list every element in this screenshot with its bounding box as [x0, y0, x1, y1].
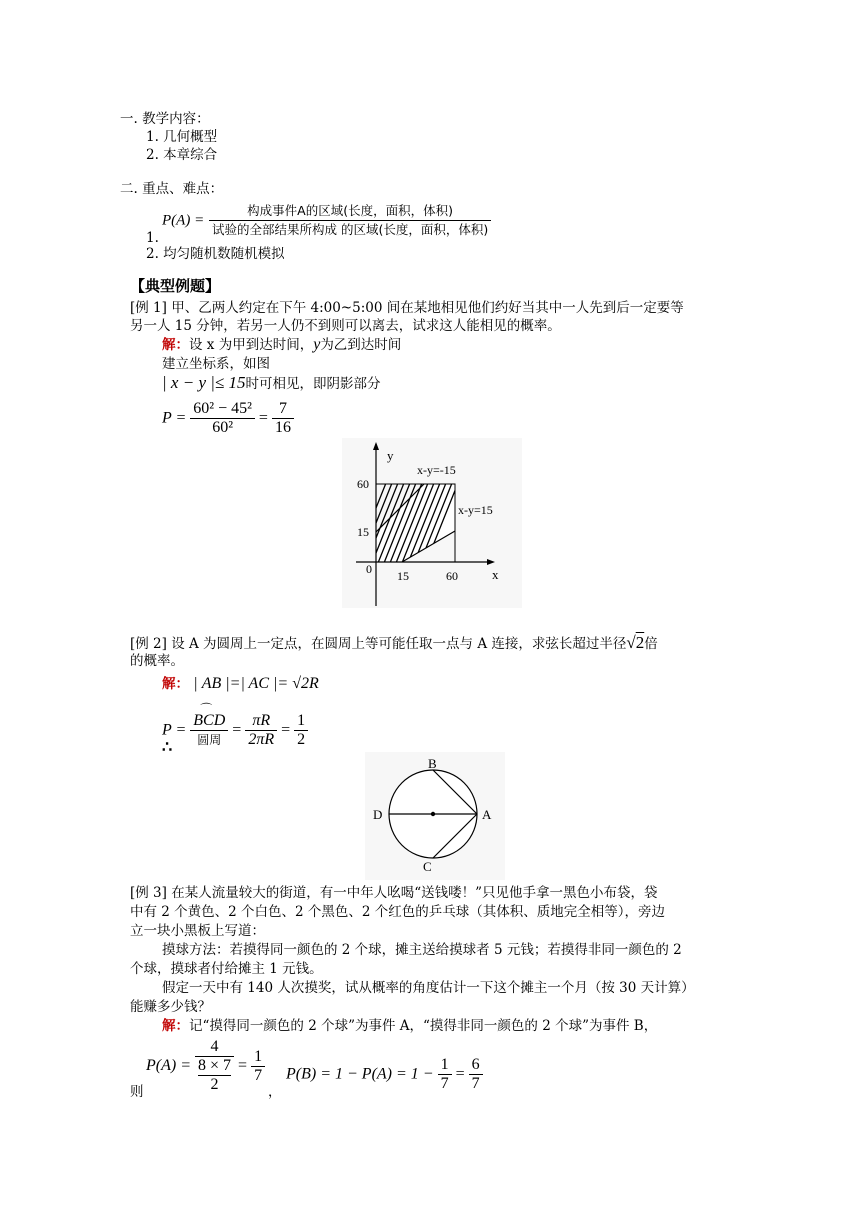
example-2-solution — [162, 675, 319, 693]
section-2-item-2: 2. 均匀随机数随机模拟 — [146, 246, 285, 262]
point-c-label: C — [423, 859, 432, 874]
formula-denominator: 试验的全部结果所构成 的区域(长度，面积，体积) — [209, 220, 491, 239]
example-3-line-3: 立一块小黑板上写道： — [130, 923, 265, 939]
pb-num-2: 6 — [471, 1056, 480, 1073]
pa-numerator: 4 — [210, 1038, 219, 1055]
solution-label: 解： — [162, 1018, 189, 1034]
circle-diagram — [365, 752, 505, 880]
x-axis-label: x — [492, 567, 499, 582]
example-1-probability — [162, 400, 294, 437]
pi-denominator: 2πR — [245, 730, 277, 749]
example-2-text-a: [例 2] 设 A 为圆周上一定点，在圆周上等可能任取一点与 A 连接，求弦长超过半径 — [130, 636, 627, 652]
p-result — [272, 400, 294, 437]
p-fraction — [190, 400, 255, 437]
pb-den-1: 7 — [438, 1074, 452, 1093]
pb-den-2: 7 — [469, 1074, 483, 1093]
p-equals-2: = — [281, 721, 291, 739]
y-tick-60: 60 — [357, 477, 369, 491]
x-tick-15: 15 — [397, 569, 409, 583]
p-equals-1: = — [232, 721, 242, 739]
formula-fraction — [209, 202, 491, 239]
example-3-line-2: 中有 2 个黄色、2 个白色、2 个黑色、2 个红色的乒乓球（其体积、质地完全相等），旁边 — [130, 904, 666, 920]
formula-lhs: P(A) = — [162, 212, 205, 229]
section-1-title: 一. 教学内容： — [120, 111, 210, 127]
pa-equals: = — [238, 1057, 248, 1074]
x-tick-60: 60 — [446, 569, 458, 583]
comma-text: ， — [268, 1084, 282, 1100]
p-equals: = — [258, 409, 268, 427]
example-2-line-1 — [130, 634, 658, 653]
label-x-y-15: x-y=15 — [458, 503, 493, 517]
example-1-condition — [162, 374, 381, 393]
probability-b — [286, 1056, 483, 1093]
example-3-line-1: [例 3] 在某人流量较大的街道，有一中年人吆喝“送钱喽！”只见他手拿一黑色小布袋，袋 — [130, 885, 658, 901]
probability-a — [146, 1038, 265, 1094]
y-tick-15: 15 — [357, 525, 369, 539]
example-1-solution-line-1 — [162, 336, 401, 354]
p-result-denominator: 2 — [294, 730, 308, 749]
example-1-line-2: 另一人 15 分钟，若另一人仍不到则可以离去，试求这人能相见的概率。 — [130, 318, 561, 334]
examples-heading: 【典型例题】 — [130, 277, 221, 295]
example-3-line-6: 假定一天中有 140 人次摸奖，试从概率的角度估计一下这个摊主一个月（按 30 天计算） — [162, 980, 695, 996]
variable-y: y — [313, 336, 321, 353]
section-1-item-1: 1. 几何概型 — [146, 129, 218, 145]
arc-fraction — [190, 702, 228, 749]
p-numerator: 60² − 45² — [193, 400, 252, 417]
y-axis-label: y — [387, 448, 394, 463]
label-x-y-neg15: x-y=-15 — [417, 463, 456, 477]
example-3-solution-line-1 — [162, 1017, 657, 1035]
pb-equals: = — [455, 1065, 465, 1083]
pb-expression: P(B) = 1 − P(A) = 1 − — [286, 1065, 434, 1083]
pb-fraction-2 — [469, 1056, 483, 1093]
p-result-numerator: 7 — [278, 400, 287, 417]
p-lhs: P = — [162, 721, 187, 739]
therefore-symbol: ∴ — [162, 737, 173, 756]
condition-expression: | x − y |≤ 15 — [162, 373, 246, 392]
solution-text-b: 为乙到达时间 — [320, 337, 402, 353]
circle-center — [431, 812, 435, 816]
p-lhs: P = — [162, 409, 187, 427]
pa-result — [251, 1048, 265, 1085]
pb-fraction-1 — [438, 1056, 452, 1093]
pi-fraction — [245, 712, 277, 749]
formula-numerator: 构成事件A的区域(长度，面积，体积) — [247, 203, 453, 218]
pb-num-1: 1 — [440, 1056, 449, 1073]
arc-denominator: 圆周 — [190, 730, 228, 749]
example-2-text-b: 倍 — [644, 636, 658, 652]
pa-fraction — [195, 1038, 234, 1094]
solution-label: 解： — [162, 676, 189, 692]
pa-den-top: 8 × 7 — [198, 1057, 232, 1074]
p-result-denominator: 16 — [272, 418, 294, 437]
solution-text-a: 设 x 为甲到达时间， — [189, 337, 314, 353]
pa-result-numerator: 1 — [254, 1047, 263, 1065]
arc-numerator — [190, 702, 228, 730]
sqrt-2-radicand: 2 — [635, 633, 645, 652]
example-1-solution-line-2: 建立坐标系，如图 — [162, 356, 270, 372]
point-b-label: B — [428, 756, 437, 771]
example-2-probability — [162, 702, 308, 749]
section-1-item-2: 2. 本章综合 — [146, 147, 218, 163]
meeting-region-graph — [342, 438, 522, 608]
p-denominator: 60² — [190, 418, 255, 437]
solution-text: 记“摸得同一颜色的 2 个球”为事件 A，“摸得非同一颜色的 2 个球”为事件 B， — [189, 1018, 658, 1034]
solution-label: 解： — [162, 337, 189, 353]
origin-label: 0 — [366, 562, 372, 576]
pa-result-denominator: 7 — [251, 1066, 265, 1085]
chord-length-equation: | AB |=| AC |= √2R — [193, 675, 319, 692]
section-2-item-1-number: 1. — [146, 230, 159, 246]
pa-lhs: P(A) = — [146, 1057, 191, 1074]
probability-formula — [162, 202, 491, 239]
example-3-line-5: 个球，摸球者付给摊主 1 元钱。 — [130, 961, 323, 977]
p-result — [294, 712, 308, 749]
then-text: 则 — [130, 1084, 144, 1100]
example-2-line-2: 的概率。 — [130, 653, 184, 669]
arc-bcd: BCD — [193, 712, 226, 729]
pi-numerator: πR — [252, 712, 271, 729]
example-1-line-1: [例 1] 甲、乙两人约定在下午 4:00~5:00 间在某地相见他们约好当其中一人先到后一定要等 — [130, 300, 684, 316]
example-3-line-7: 能赚多少钱？ — [130, 999, 211, 1015]
pa-den-bottom: 2 — [198, 1075, 231, 1094]
point-a-label: A — [482, 807, 492, 822]
p-result-numerator: 1 — [297, 712, 306, 729]
arc-symbol: ⌒ — [200, 702, 213, 716]
section-2-title: 二. 重点、难点： — [120, 181, 224, 197]
condition-text: 时可相见，即阴影部分 — [245, 376, 381, 392]
example-3-line-4: 摸球方法：若摸得同一颜色的 2 个球，摊主送给摸球者 5 元钱；若摸得非同一颜色的 2 — [162, 942, 682, 958]
sqrt-2: √2 — [626, 633, 645, 652]
pa-denominator — [195, 1056, 234, 1094]
point-d-label: D — [373, 807, 383, 822]
